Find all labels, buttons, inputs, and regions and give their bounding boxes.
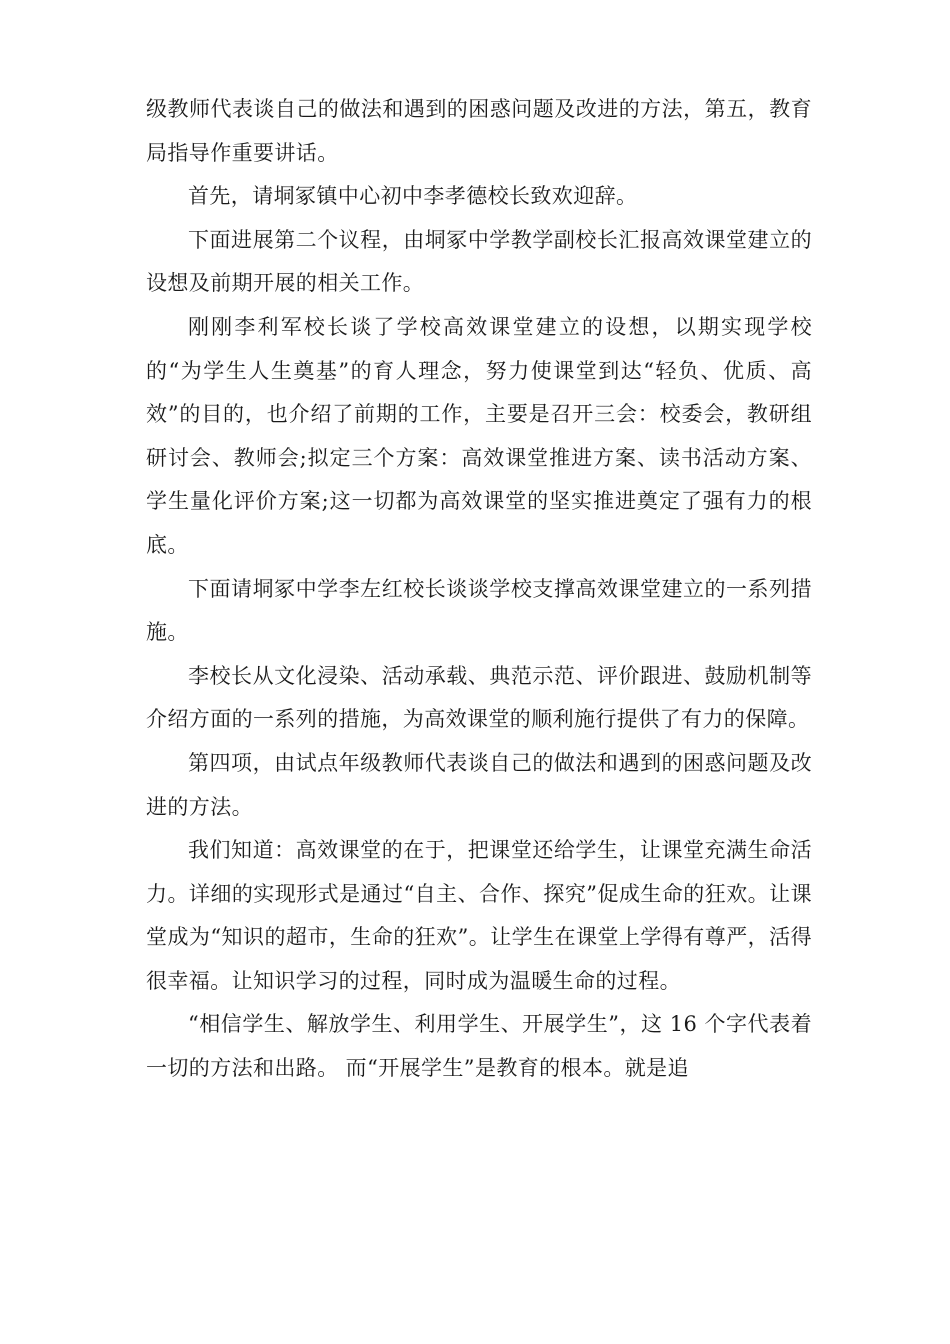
paragraph-continued: 级教师代表谈自己的做法和遇到的困惑问题及改进的方法，第五，教育局指导作重要讲话。 xyxy=(146,97,812,165)
paragraph-measures-intro: 下面请垌冢中学李左红校长谈谈学校支撑高效课堂建立的一系列措施。 xyxy=(146,576,812,645)
paragraph-measures-detail: 李校长从文化浸染、活动承载、典范示范、评价跟进、鼓励机制等介绍方面的一系列的措施，为高效课堂的顺利施行提供了有力的保障。 xyxy=(146,663,812,732)
paragraph-fourth-item: 第四项，由试点年级教师代表谈自己的做法和遇到的困惑问题及改进的方法。 xyxy=(146,750,812,819)
paragraph-welcome: 首先，请垌冢镇中心初中李孝德校长致欢迎辞。 xyxy=(188,184,638,209)
paragraph-second-agenda: 下面进展第二个议程，由垌冢中学教学副校长汇报高效课堂建立的设想及前期开展的相关工作。 xyxy=(146,227,812,296)
document-body xyxy=(146,88,812,1091)
paragraph-efficient-classroom: 我们知道：高效课堂的在于，把课堂还给学生，让课堂充满生命活力。详细的实现形式是通过“自主、合作、探究”促成生命的狂欢。让课堂成为“知识的超市，生命的狂欢”。让学生在课堂上学得有尊严，活得很幸福。让知识学习的过程，同时成为温暖生命的过程。 xyxy=(146,838,812,993)
paragraph-sixteen-characters: “相信学生、解放学生、利用学生、开展学生”，这 16 个字代表着一切的方法和出路。 而“开展学生”是教育的根本。就是追 xyxy=(146,1012,812,1081)
paragraph-plan-summary: 刚刚李利军校长谈了学校高效课堂建立的设想，以期实现学校的“为学生人生奠基”的育人理念，努力使课堂到达“轻负、优质、高效”的目的，也介绍了前期的工作，主要是召开三会：校委会，教研组研讨会、教师会;拟定三个方案：高效课堂推进方案、读书活动方案、学生量化评价方案;这一切都为高效课堂的坚实推进奠定了强有力的根底。 xyxy=(146,314,812,557)
